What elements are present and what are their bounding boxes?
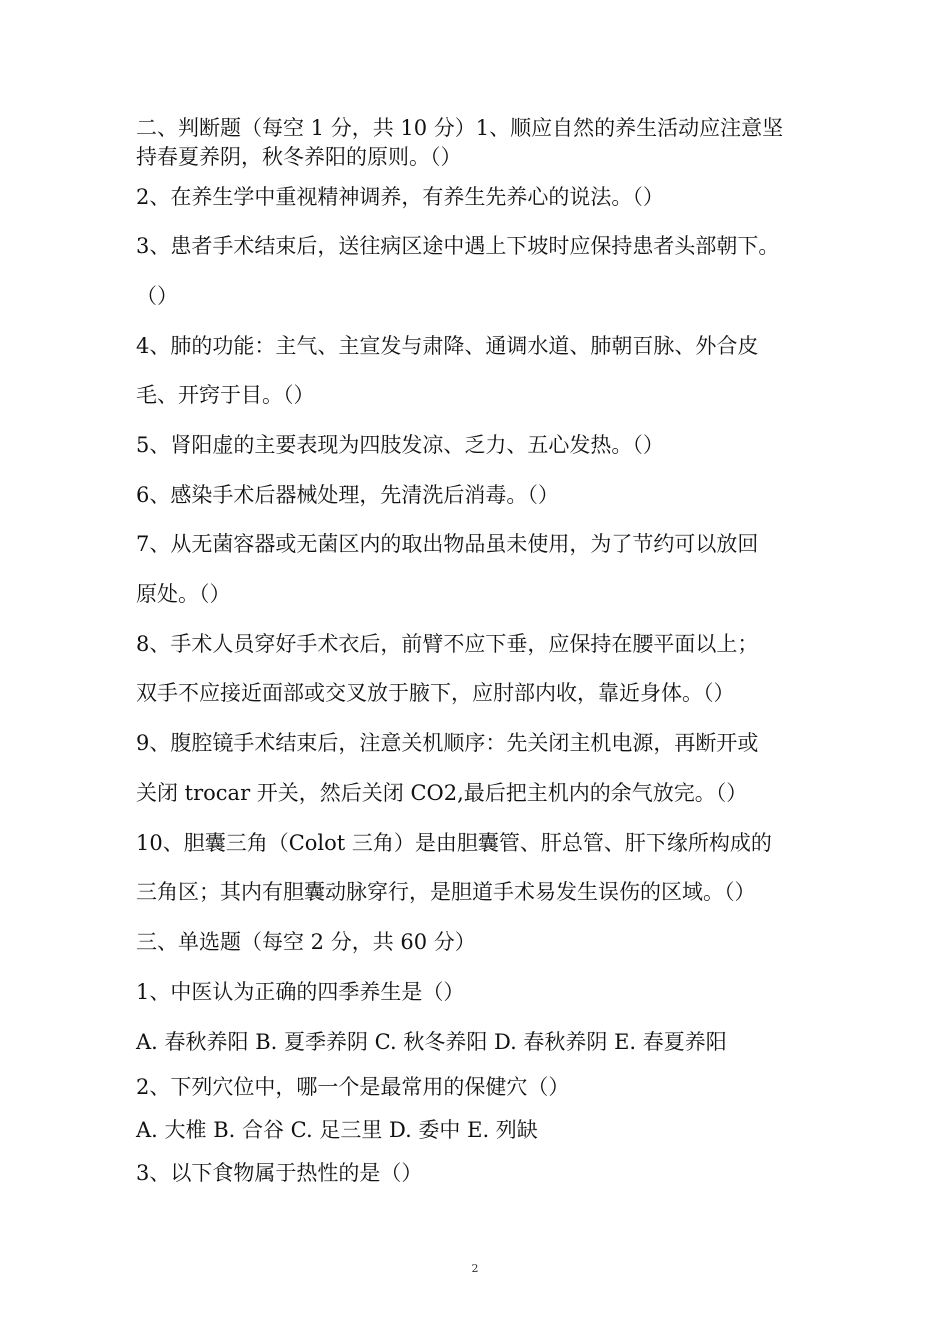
text-line: 毛、开窍于目。（） xyxy=(136,383,315,407)
question-text: 2、下列穴位中，哪一个是最常用的保健穴（） xyxy=(136,1075,570,1099)
text-line: 10、胆囊三角（Colot 三角）是由胆囊管、肝总管、肝下缘所构成的 xyxy=(136,831,772,855)
text-line: （） xyxy=(136,284,178,308)
text-line: 4、肺的功能：主气、主宣发与肃降、通调水道、肺朝百脉、外合皮 xyxy=(136,334,759,358)
text-line: 双手不应接近面部或交叉放于腋下，应肘部内收，靠近身体。（） xyxy=(136,681,735,705)
text-line: 三角区；其内有胆囊动脉穿行，是胆道手术易发生误伤的区域。（） xyxy=(136,880,756,904)
text-line: 8、手术人员穿好手术衣后，前臂不应下垂，应保持在腰平面以上； xyxy=(136,632,759,656)
text-line: 6、感染手术后器械处理，先清洗后消毒。（） xyxy=(136,483,559,507)
text-line: 7、从无菌容器或无菌区内的取出物品虽未使用，为了节约可以放回 xyxy=(136,532,759,556)
text-line: 5、肾阳虚的主要表现为四肢发凉、乏力、五心发热。（） xyxy=(136,433,664,457)
question-text: 3、以下食物属于热性的是（） xyxy=(136,1161,423,1185)
text-line: 3、患者手术结束后，送往病区途中遇上下坡时应保持患者头部朝下。 xyxy=(136,234,780,258)
answer-options: A. 春秋养阳 B. 夏季养阴 C. 秋冬养阳 D. 春秋养阴 E. 春夏养阳 xyxy=(136,1030,727,1054)
answer-options: A. 大椎 B. 合谷 C. 足三里 D. 委中 E. 列缺 xyxy=(136,1118,538,1142)
text-line: 2、在养生学中重视精神调养，有养生先养心的说法。（） xyxy=(136,185,664,209)
question-text: 1、中医认为正确的四季养生是（） xyxy=(136,980,465,1004)
text-line: 原处。（） xyxy=(136,582,231,606)
text-line: 二、判断题（每空 1 分，共 10 分）1、顺应自然的养生活动应注意坚 xyxy=(136,116,784,140)
text-line: 持春夏养阴，秋冬养阳的原则。（） xyxy=(136,145,462,169)
section-heading: 三、单选题（每空 2 分，共 60 分） xyxy=(136,930,476,954)
text-line: 关闭 trocar 开关，然后关闭 CO2,最后把主机内的余气放完。（） xyxy=(136,781,748,805)
page-number: 2 xyxy=(471,1262,479,1275)
text-line: 9、腹腔镜手术结束后，注意关机顺序：先关闭主机电源，再断开或 xyxy=(136,731,759,755)
